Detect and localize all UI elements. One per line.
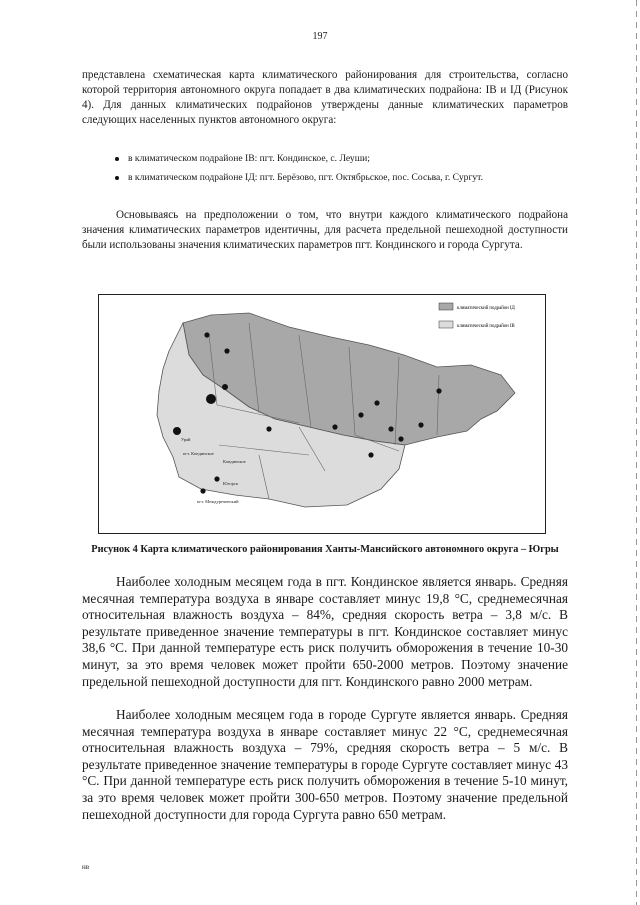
map-label: Урай [181, 437, 191, 442]
settlement-dot [173, 427, 181, 435]
settlement-dot [204, 332, 209, 337]
legend-swatch-id [439, 303, 453, 310]
legend-label-iv: климатический подрайон IВ [457, 324, 515, 329]
map-label: пгт. Кондинское [183, 451, 214, 456]
scan-edge [636, 0, 637, 905]
map-label: Югорск [223, 481, 239, 486]
list-item: в климатическом подрайоне IВ: пгт. Кондинское, с. Леуши; [128, 152, 568, 165]
legend-swatch-iv [439, 321, 453, 328]
map-graphic [99, 295, 545, 533]
page-number: 197 [312, 31, 328, 42]
surgut-paragraph: Наиболее холодным месяцем года в городе Сургуте является январь. Средняя месячная температура воздуха в январе составляет минус 22 °С, среднемесячная относительная влажность воздуха – 79%, средняя скорость ветра – 5 м/с. В результате приведенное значение температуры в городе Сургуте составляет минус 43 °С. При данной температуре есть риск получить обморожения в течение 5-10 минут, за это время человек может пройти 300-650 метров. Поэтому значение предельной пешеходной доступности для города Сургута равно 650 метрам. [82, 707, 568, 822]
settlement-dot [374, 400, 379, 405]
settlement-dot [214, 476, 219, 481]
list-item: в климатическом подрайоне IД: пгт. Берёзово, пгт. Октябрьское, пос. Сосьва, г. Сургут. [128, 171, 568, 184]
settlement-dot [436, 388, 441, 393]
kondinskoe-paragraph: Наиболее холодным месяцем года в пгт. Кондинское является январь. Средняя месячная температура воздуха в январе составляет минус 19,8 °С, среднемесячная относительная влажность воздуха – 84%, средняя скорость ветра – 3,8 м/с. В результате приведенное значение температуры в пгт. Кондинское составляет минус 38,6 °С. При данной температуре есть риск получить обморожения в течение 10-30 минут, за это время человек может пройти 650-2000 метров. Поэтому значение предельной пешеходной доступности для пгт. Кондинского равно 2000 метрам. [82, 574, 568, 689]
intro-paragraph: представлена схематическая карта климатического районирования для строительства, согласно которой территория автономного округа попадает в два климатических подрайона: IВ и IД (Рисунок 4). Для данных климатических подрайонов утверждены данные климатических параметров следующих населенных пунктов автономного округа: [82, 69, 568, 126]
settlement-dot [200, 488, 205, 493]
legend-label-id: климатический подрайон IД [457, 306, 515, 311]
settlement-dot [266, 426, 271, 431]
settlement-list [128, 152, 568, 184]
settlement-dot [332, 424, 337, 429]
settlement-dot [388, 426, 393, 431]
map-label: Кондинское [223, 459, 246, 464]
settlement-dot [358, 412, 363, 417]
settlement-dot [368, 452, 373, 457]
assumption-paragraph: Основываясь на предположении о том, что внутри каждого климатического подрайона значения климатических параметров идентичны, для расчета предельной пешеходной доступности были использованы значения климатических параметров пгт. Кондинского и города Сургута. [82, 209, 568, 251]
map-legend [439, 303, 516, 329]
figure-caption: Рисунок 4 Карта климатического районирования Ханты-Мансийского автономного округа – Югры [91, 544, 559, 555]
footer-mark: нв [82, 863, 90, 871]
climate-zoning-map [98, 294, 546, 534]
settlement-dot [418, 422, 423, 427]
settlement-dot [398, 436, 403, 441]
map-label: пгт. Междуреченский [197, 499, 239, 504]
settlement-dot [224, 348, 229, 353]
settlement-dot [206, 394, 216, 404]
settlement-dot [222, 384, 228, 390]
